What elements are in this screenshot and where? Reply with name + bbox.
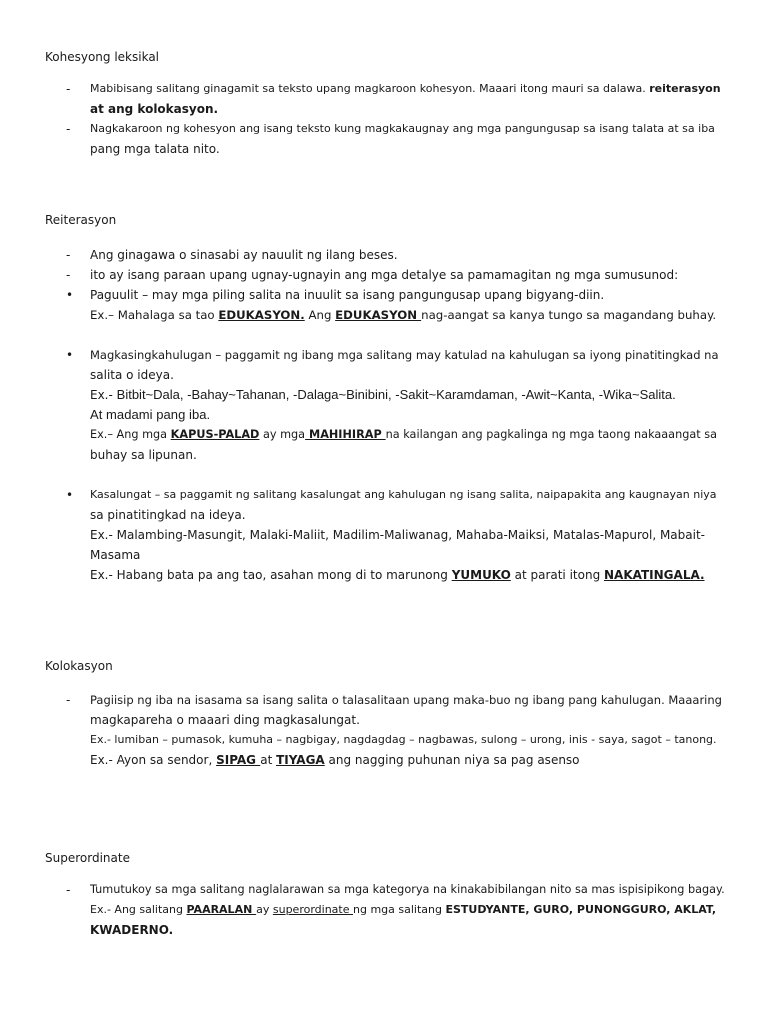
example-line: buhay sa lipunan.: [90, 448, 197, 462]
example-line: Ex.- Bitbit~Dala, -Bahay~Tahanan, -Dalaga~Binibini, -Sakit~Karamdaman, -Awit~Kanta, -Wika~Salita.: [90, 387, 676, 402]
dash-marker: -: [66, 883, 71, 897]
example-line: Ex.- Ang salitang PAARALAN ay superordinate ng mga salitang ESTUDYANTE, GURO, PUNONGGURO, AKLAT,: [90, 903, 717, 916]
example-line: At madami pang iba.: [90, 407, 211, 422]
text-line: salita o ideya.: [90, 368, 174, 382]
bullet-marker: •: [66, 488, 74, 502]
dash-marker: -: [66, 122, 71, 136]
text-line: Paguulit – may mga piling salita na inuulit sa isang pangungusap upang bigyang-diin.: [90, 288, 605, 302]
example-line: Ex.- Ayon sa sendor, SIPAG at TIYAGA ang nagging puhunan niya sa pag asenso: [90, 753, 580, 767]
bullet-item-magkasingkahulugan: [60, 345, 725, 465]
heading-reiterasyon: Reiterasyon: [45, 213, 117, 227]
example-line: Ex.- Malambing-Masungit, Malaki-Maliit, Madilim-Maliwanag, Mahaba-Maiksi, Matalas-Mapurol, Mabait-: [90, 528, 705, 542]
list-item: [60, 245, 725, 265]
text-line: Mabibisang salitang ginagamit sa teksto upang magkaroon kohesyon. Maaari itong mauri sa dalawa. reiterasyon: [90, 82, 721, 95]
text-line: magkapareha o maaari ding magkasalungat.: [90, 713, 360, 727]
list-item: [60, 79, 725, 119]
list-item: [60, 880, 725, 940]
heading-kohesyong-leksikal: Kohesyong leksikal: [45, 50, 160, 64]
bullet-item-kasalungat: [60, 485, 725, 585]
heading-superordinate: Superordinate: [45, 851, 130, 865]
heading-kolokasyon: Kolokasyon: [45, 659, 113, 673]
example-line: Ex.- lumiban – pumasok, kumuha – nagbigay, nagdagdag – nagbawas, sulong – urong, inis - saya, sagot – tanong.: [90, 733, 717, 746]
bullet-marker: •: [66, 288, 74, 302]
text-line: ito ay isang paraan upang ugnay-ugnayin ang mga detalye sa pamamagitan ng mga sumusunod:: [90, 268, 679, 282]
example-line: Ex.– Mahalaga sa tao EDUKASYON. Ang EDUKASYON nag-aangat sa kanya tungo sa magandang buhay.: [90, 308, 717, 322]
list-item: [60, 265, 725, 285]
dash-marker: -: [66, 248, 71, 262]
text-line: sa pinatitingkad na ideya.: [90, 508, 246, 522]
list-item: [60, 690, 725, 770]
example-line: Ex.- Habang bata pa ang tao, asahan mong di to marunong YUMUKO at parati itong NAKATINGALA.: [90, 568, 705, 582]
text-line: Ang ginagawa o sinasabi ay nauulit ng ilang beses.: [90, 248, 398, 262]
dash-marker: -: [66, 82, 71, 96]
dash-marker: -: [66, 268, 71, 282]
text-line: Kasalungat – sa paggamit ng salitang kasalungat ang kahulugan ng isang salita, naipapakita ang kaugnayan niya: [90, 488, 717, 501]
example-line: Ex.– Ang mga KAPUS-PALAD ay mga MAHIHIRAP na kailangan ang pagkalinga ng mga taong nakaaangat sa: [90, 428, 717, 441]
text-line: Tumutukoy sa mga salitang naglalarawan sa mga kategorya na kinakabibilangan nito sa mas ispisipikong bagay.: [90, 883, 725, 896]
bullet-item-paguulit: [60, 285, 725, 325]
example-line: Masama: [90, 548, 141, 562]
text-line: Magkasingkahulugan – paggamit ng ibang mga salitang may katulad na kahulugan sa iyong pinatitingkad na: [90, 348, 719, 362]
text-line: Pagiisip ng iba na isasama sa isang salita o talasalitaan upang maka-buo ng ibang pang kahulugan. Maaaring: [90, 693, 722, 707]
text-line: Nagkakaroon ng kohesyon ang isang teksto kung magkakaugnay ang mga pangungusap sa isang talata at sa iba: [90, 122, 715, 135]
text-line: at ang kolokasyon.: [90, 102, 219, 116]
dash-marker: -: [66, 693, 71, 707]
text-line: pang mga talata nito.: [90, 142, 220, 156]
list-item: [60, 119, 725, 159]
bullet-marker: •: [66, 348, 74, 362]
example-line: KWADERNO.: [90, 923, 174, 937]
